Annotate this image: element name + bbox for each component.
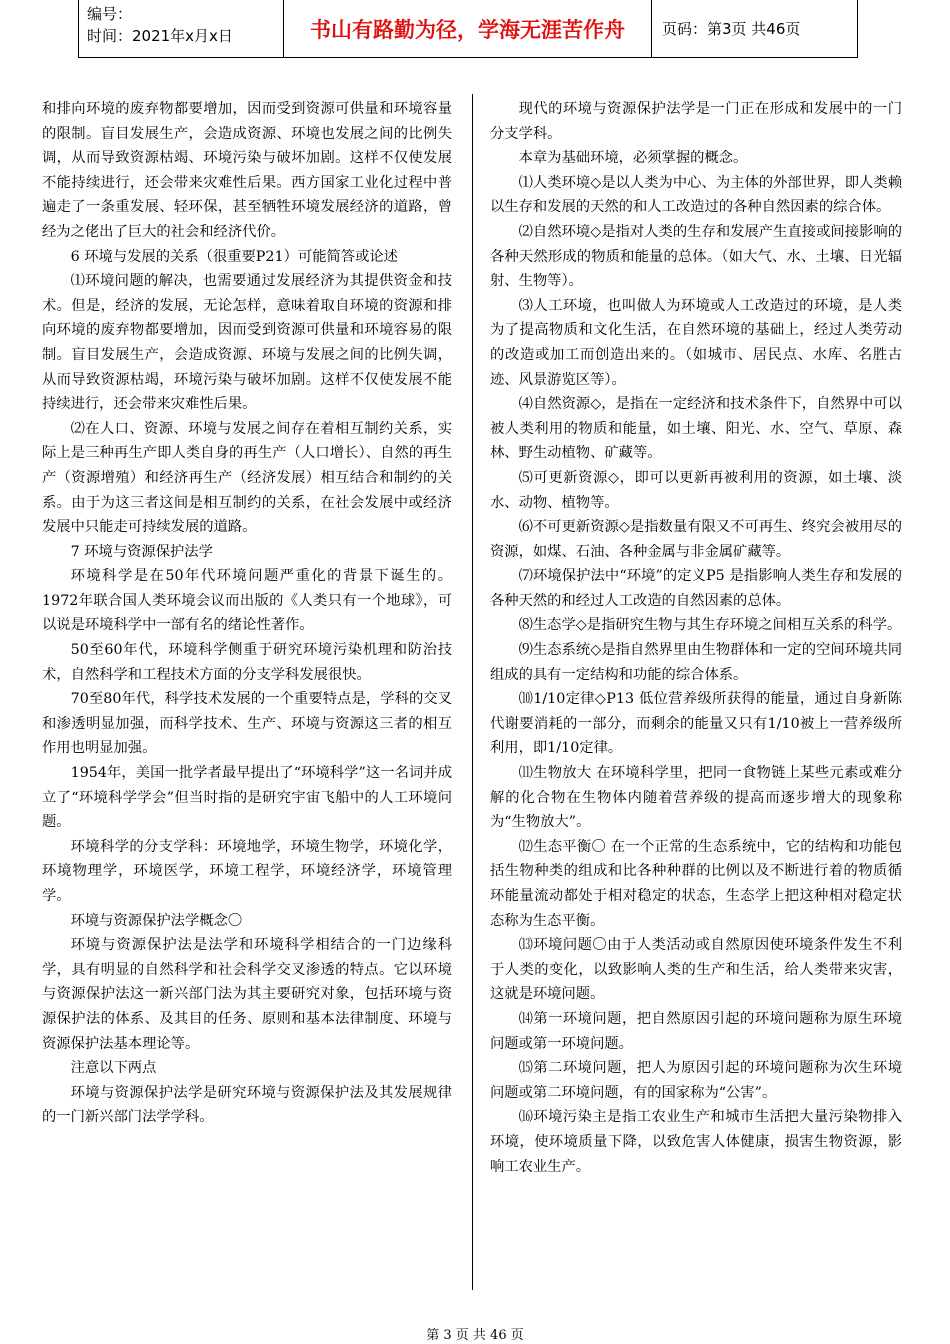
- paragraph: 本章为基础环境，必须掌握的概念。: [518, 150, 748, 167]
- definition-item: ⒃环境污染主是指工农业生产和城市生活把大量污染物排入环境，使环境质量下降，以致危害人体健康，损害生物资源，影响工农业生产。: [490, 1109, 902, 1175]
- number-label: 编号：: [87, 5, 133, 23]
- header-meta: [79, 0, 284, 57]
- paragraph: 环境与资源保护法是法学和环境科学相结合的一门边缘科学，具有明显的自然科学和社会科学交叉渗透的特点。它以环境与资源保护法这一新兴部门法为其主要研究对象，包括环境与资源保护法的体系、及其目的任务、原则和基本法律制度、环境与资源保护法基本理论等。: [42, 937, 452, 1052]
- definition-item: ⑷自然资源◇，是指在一定经济和技术条件下，自然界中可以被人类利用的物质和能量，如土壤、阳光、水、空气、草原、森林、野生动植物、矿藏等。: [490, 396, 902, 462]
- header-motto: 书山有路勤为径，学海无涯苦作舟: [284, 0, 652, 57]
- definition-item: ⑼生态系统◇是指自然界里由生物群体和一定的空间环境共同组成的具有一定结构和功能的综合体系。: [490, 642, 902, 683]
- date-label: 时间：2021年x月x日: [87, 27, 233, 45]
- paragraph: 环境与资源保护法学是研究环境与资源保护法及其发展规律的一门新兴部门法学学科。: [42, 1084, 452, 1126]
- column-divider: [472, 94, 473, 1290]
- definition-item: ⑸可更新资源◇，即可以更新再被利用的资源，如土壤、淡水、动物、植物等。: [490, 469, 902, 511]
- definition-item: ⑿生态平衡〇 在一个正常的生态系统中，它的结构和功能包括生物种类的组成和比各种种群的比例以及不断进行着的物质循环能量流动都处于相对稳定的状态，生态学上把这种相对稳定状态称为生态平衡。: [490, 838, 902, 929]
- definition-item: ⑶人工环境，也叫做人为环境或人工改造过的环境，是人类为了提高物质和文化生活，在自然环境的基础上，经过人类劳动的改造或加工而创造出来的。（如城市、居民点、水库、名胜古迹、风景游览区等）。: [490, 297, 902, 388]
- paragraph: 环境科学是在50年代环境问题严重化的背景下诞生的。1972年联合国人类环境会议而出版的《人类只有一个地球》，可以说是环境科学中一部有名的绪论性著作。: [42, 568, 452, 634]
- definition-item: ⑻生态学◇是指研究生物与其生存环境之间相互关系的科学。: [518, 617, 902, 634]
- page-header: [78, 0, 858, 58]
- paragraph: 70至80年代，科学技术发展的一个重要特点是，学科的交叉和渗透明显加强，而科学技术、生产、环境与资源这三者的相互作用也明显加强。: [42, 691, 452, 757]
- paragraph: 现代的环境与资源保护法学是一门正在形成和发展中的一门分支学科。: [490, 101, 902, 142]
- definition-item: ⑺环境保护法中“环境”的定义P5 是指影响人类生存和发展的各种天然的和经过人工改造的自然因素的总体。: [490, 568, 902, 609]
- left-column: [42, 97, 452, 1130]
- paragraph: ⑴环境问题的解决，也需要通过发展经济为其提供资金和技术。但是，经济的发展，无论怎样，意味着取自环境的资源和排向环境的废弃物都要增加，因而受到资源可供量和环境容易的限制。盲目发展生产，会造成资源、环境与发展之间的比例失调，从而导致资源枯竭，环境污染与破坏加剧。这样不仅使发展不能持续进行，还会带来灾难性后果。: [42, 273, 452, 413]
- definition-item: ⑹不可更新资源◇是指数量有限又不可再生、终究会被用尽的资源，如煤、石油、各种金属与非金属矿藏等。: [490, 519, 902, 560]
- definition-item: ⒀环境问题〇由于人类活动或自然原因使环境条件发生不利于人类的变化，以致影响人类的生产和生活，给人类带来灾害，这就是环境问题。: [490, 937, 902, 1003]
- page-footer: 第 3 页 共 46 页: [426, 1328, 524, 1343]
- definition-item: ⒁第一环境问题，把自然原因引起的环境问题称为原生环境问题或第一环境问题。: [490, 1010, 902, 1052]
- definition-item: ⒂第二环境问题，把人为原因引起的环境问题称为次生环境问题或第二环境问题，有的国家称为“公害”。: [490, 1060, 902, 1101]
- paragraph: 50至60年代，环境科学侧重于研究环境污染机理和防治技术，自然科学和工程技术方面的分支学科发展很快。: [42, 642, 452, 683]
- paragraph: 1954年，美国一批学者最早提出了“环境科学”这一名词并成立了“环境科学学会”但当时指的是研究宇宙飞船中的人工环境问题。: [42, 765, 452, 831]
- paragraph: 注意以下两点: [70, 1060, 157, 1077]
- header-page-info: 页码：第3页 共46页: [662, 20, 801, 38]
- paragraph: ⑵在人口、资源、环境与发展之间存在着相互制约关系，实际上是三种再生产即人类自身的再生产（人口增长）、自然的再生产（资源增殖）和经济再生产（经济发展）相互结合和制约的关系。由于为这三者这间是相互制约的关系，在社会发展中或经济发展中只能走可持续发展的道路。: [42, 420, 452, 536]
- definition-item: ⑴人类环境◇是以人类为中心、为主体的外部世界，即人类赖以生存和发展的天然的和人工改造过的各种自然因素的综合体。: [490, 174, 902, 216]
- right-column: [490, 97, 902, 1179]
- paragraph: 和排向环境的废弃物都要增加，因而受到资源可供量和环境容量的限制。盲目发展生产，会造成资源、环境也发展之间的比例失调，从而导致资源枯竭、环境污染与破坏加剧。这样不仅使发展不能持续进行，还会带来灾难性后果。西方国家工业化过程中普遍走了一条重发展、轻环保，甚至牺牲环境发展经济的道路，曾经为之佬出了巨大的社会和经济代价。: [42, 101, 452, 240]
- section-heading: 6 环境与发展的关系（很重要P21）可能简答或论述: [70, 248, 398, 265]
- definition-item: ⑾生物放大 在环境科学里，把同一食物链上某些元素或难分解的化合物在生物体内随着营养级的提高而逐步增大的现象称为“生物放大”。: [490, 765, 902, 831]
- paragraph: 环境与资源保护法学概念〇: [70, 912, 243, 929]
- definition-item: ⑵自然环境◇是指对人类的生存和发展产生直接或间接影响的各种天然形成的物质和能量的总体。（如大气、水、土壤、日光辐射、生物等）。: [490, 223, 902, 290]
- section-heading: 7 环境与资源保护法学: [70, 543, 213, 560]
- paragraph: 环境科学的分支学科：环境地学，环境生物学，环境化学，环境物理学，环境医学，环境工程学，环境经济学，环境管理学。: [42, 838, 452, 904]
- definition-item: ⑽1/10定律◇P13 低位营养级所获得的能量，通过自身新陈代谢要消耗的一部分，而剩余的能量又只有1/10被上一营养级所利用，即1/10定律。: [490, 691, 902, 757]
